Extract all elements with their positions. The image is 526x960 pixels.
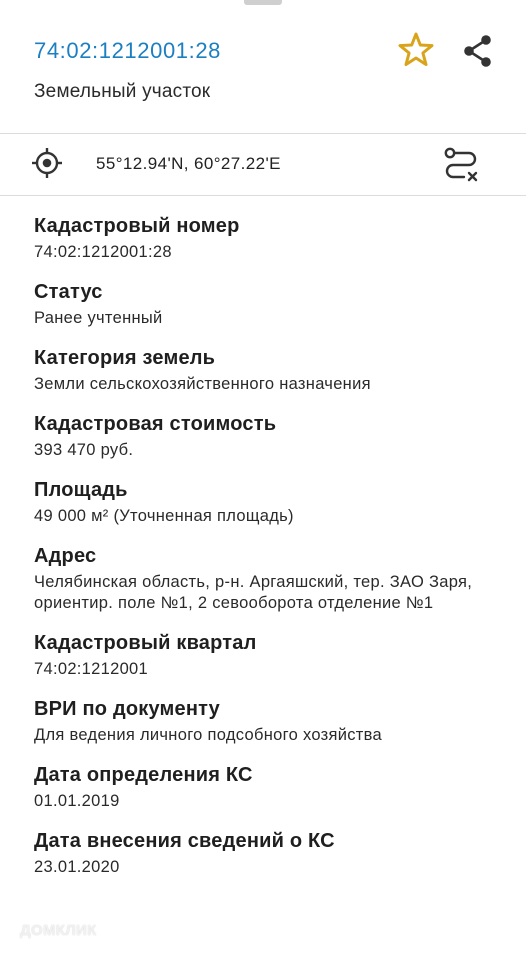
field-value: 393 470 руб. <box>34 441 134 459</box>
field-value: Для ведения личного подсобного хозяйства <box>34 726 382 744</box>
object-header <box>0 0 526 133</box>
coordinates-text[interactable]: 55°12.94'N, 60°27.22'E <box>96 154 281 173</box>
field-value[interactable]: 74:02:1212001:28 <box>34 243 172 261</box>
field-address <box>34 543 504 614</box>
favorite-button[interactable] <box>397 31 435 69</box>
cadastral-number-title[interactable]: 74:02:1212001:28 <box>34 38 221 63</box>
field-label: Дата определения КС <box>34 764 253 786</box>
star-icon <box>397 31 435 69</box>
field-label: Дата внесения сведений о КС <box>34 830 335 852</box>
watermark-text: ДОМКЛИК <box>20 922 97 939</box>
field-permitted-use <box>34 696 504 746</box>
field-value: Земли сельскохозяйственного назначения <box>34 375 371 393</box>
details-list <box>34 213 504 894</box>
field-label: Категория земель <box>34 347 216 369</box>
field-cadastral-quarter <box>34 630 504 680</box>
field-status <box>34 279 504 329</box>
field-label: Статус <box>34 281 103 303</box>
field-label: Кадастровый номер <box>34 215 240 237</box>
object-type-label: Земельный участок <box>34 81 211 102</box>
field-value: 01.01.2019 <box>34 792 120 810</box>
field-value: 49 000 м² (Уточненная площадь) <box>34 507 294 525</box>
field-value[interactable]: 74:02:1212001 <box>34 660 149 678</box>
field-cadastral-value <box>34 411 504 461</box>
field-entry-date <box>34 828 504 878</box>
crosshair-icon <box>31 147 63 179</box>
field-land-category <box>34 345 504 395</box>
field-label: ВРИ по документу <box>34 698 220 720</box>
coordinates-divider <box>0 195 526 196</box>
route-button[interactable] <box>441 145 481 185</box>
watermark-logo <box>20 922 97 939</box>
share-icon <box>460 33 496 69</box>
field-cadastral-number <box>34 213 504 263</box>
field-value: 23.01.2020 <box>34 858 120 876</box>
field-value: Ранее учтенный <box>34 309 163 327</box>
field-label: Адрес <box>34 545 97 567</box>
field-label: Площадь <box>34 479 128 501</box>
field-valuation-date <box>34 762 504 812</box>
field-value: Челябинская область, р-н. Аргаяшский, тер. ЗАО Заря, ориентир. поле №1, 2 севооборота отделение №1 <box>34 573 473 612</box>
field-area <box>34 477 504 527</box>
field-label: Кадастровый квартал <box>34 632 257 654</box>
route-icon <box>441 145 481 185</box>
field-label: Кадастровая стоимость <box>34 413 277 435</box>
share-button[interactable] <box>460 33 496 69</box>
locate-button[interactable] <box>31 147 63 179</box>
